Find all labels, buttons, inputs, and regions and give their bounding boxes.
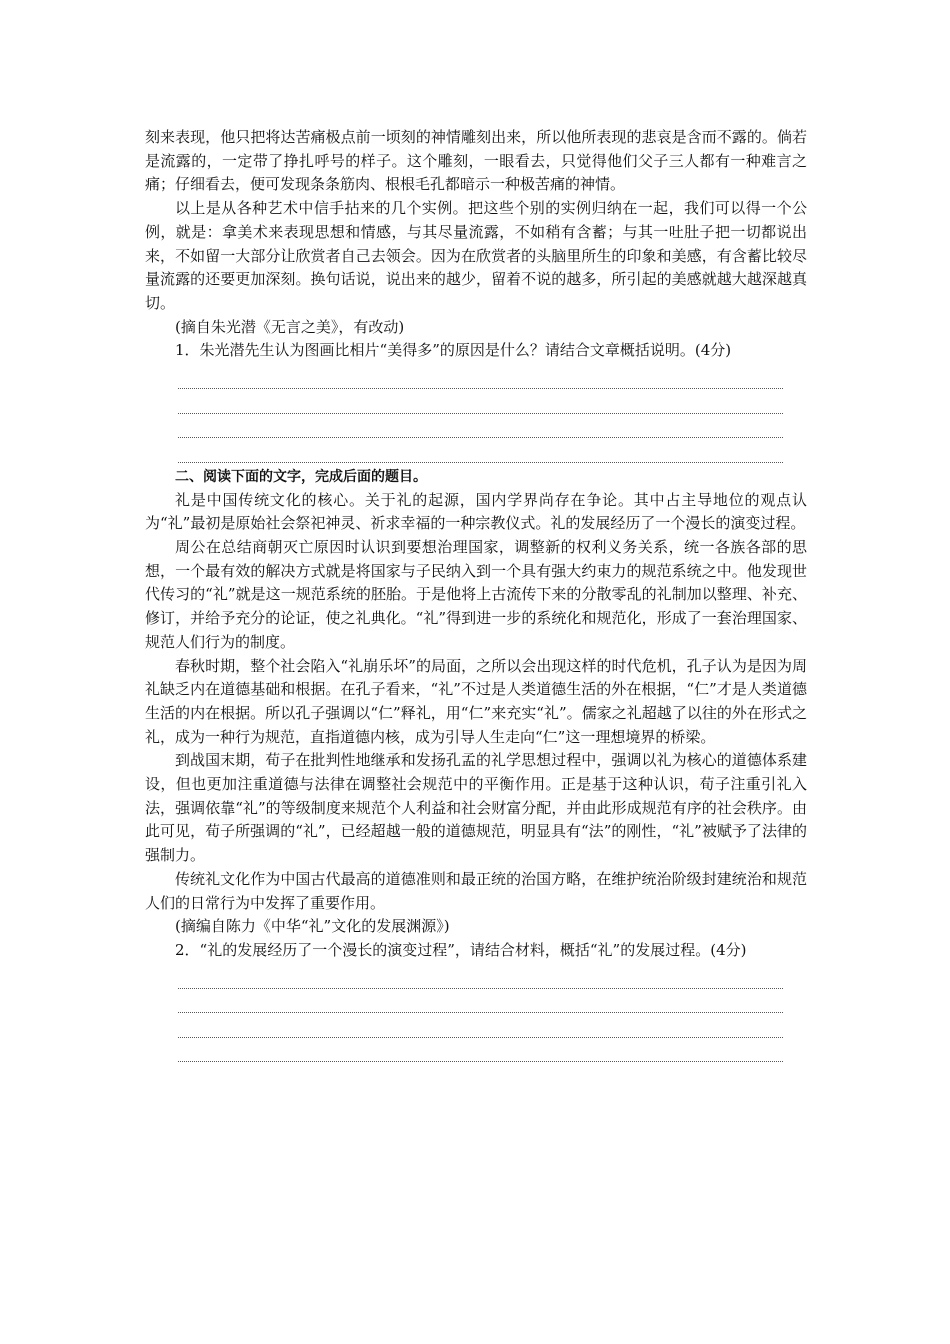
section-heading: 二、阅读下面的文字，完成后面的题目。 [175, 468, 427, 485]
answer-line[interactable] [178, 389, 783, 413]
answer-line[interactable] [178, 438, 783, 462]
answer-line[interactable] [178, 365, 783, 389]
question-1: 1．朱光潜先生认为图画比相片“美得多”的原因是什么？请结合文章概括说明。(4分) [175, 341, 732, 360]
passage-paragraph: 到战国末期，荀子在批判性地继承和发扬孔孟的礼学思想过程中，强调以礼为核心的道德体系建设，但也更加注重道德与法律在调整社会规范中的平衡作用。正是基于这种认识，荀子注重引礼入法，强调依靠“礼”的等级制度来规范个人利益和社会财富分配，并由此形成规范有序的社会秩序。由此可见，荀子所强调的“礼”，已经超越一般的道德规范，明显具有“法”的刚性，“礼”被赋予了法律的强制力。 [145, 751, 807, 865]
answer-line[interactable] [178, 414, 783, 438]
answer-line[interactable] [178, 1038, 783, 1062]
passage-paragraph: 以上是从各种艺术中信手拈来的几个实例。把这些个别的实例归纳在一起，我们可以得一个公例，就是：拿美术来表现思想和情感，与其尽量流露，不如稍有含蓄；与其一吐肚子把一切都说出来，不如留一大部分让欣赏者自己去领会。因为在欣赏者的头脑里所生的印象和美感，有含蓄比较尽量流露的还要更加深刻。换句话说，说出来的越少，留着不说的越多，所引起的美感就越大越深越真切。 [145, 199, 807, 312]
passage-paragraph: 刻来表现，他只把将达苦痛极点前一顷刻的神情雕刻出来，所以他所表现的悲哀是含而不露的。倘若是流露的，一定带了挣扎呼号的样子。这个雕刻，一眼看去，只觉得他们父子三人都有一种难言之痛；仔细看去，便可发现条条筋肉、根根毛孔都暗示一种极苦痛的神情。 [145, 128, 807, 194]
answer-area-1[interactable] [178, 365, 783, 463]
answer-area-2[interactable] [178, 965, 783, 1063]
passage-source: (摘自朱光潜《无言之美》，有改动) [175, 317, 405, 336]
passage-paragraph: 周公在总结商朝灭亡原因时认识到要想治理国家，调整新的权利义务关系，统一各族各部的思想，一个最有效的解决方式就是将国家与子民纳入到一个具有强大约束力的规范系统之中。他发现世代传习的“礼”就是这一规范系统的胚胎。于是他将上古流传下来的分散零乱的礼制加以整理、补充、修订，并给予充分的论证，使之礼典化。“礼”得到进一步的系统化和规范化，形成了一套治理国家、规范人们行为的制度。 [145, 538, 807, 651]
answer-line[interactable] [178, 965, 783, 989]
question-2: 2．“礼的发展经历了一个漫长的演变过程”，请结合材料，概括“礼”的发展过程。(4分) [175, 940, 747, 959]
passage-paragraph: 传统礼文化作为中国古代最高的道德准则和最正统的治国方略，在维护统治阶级封建统治和规范人们的日常行为中发挥了重要作用。 [145, 869, 807, 912]
passage-source: (摘编自陈力《中华“礼”文化的发展渊源》) [175, 917, 450, 936]
answer-line[interactable] [178, 989, 783, 1013]
answer-line[interactable] [178, 1013, 783, 1037]
passage-paragraph: 春秋时期，整个社会陷入“礼崩乐坏”的局面，之所以会出现这样的时代危机，孔子认为是因为周礼缺乏内在道德基础和根据。在孔子看来，“礼”不过是人类道德生活的外在根据，“仁”才是人类道德生活的内在根据。所以孔子强调以“仁”释礼，用“仁”来充实“礼”。儒家之礼超越了以往的外在形式之礼，成为一种行为规范，直指道德内核，成为引导人生走向“仁”这一理想境界的桥梁。 [145, 656, 807, 746]
exam-page [145, 126, 807, 1062]
passage-paragraph: 礼是中国传统文化的核心。关于礼的起源，国内学界尚存在争论。其中占主导地位的观点认为“礼”最初是原始社会祭祀神灵、祈求幸福的一种宗教仪式。礼的发展经历了一个漫长的演变过程。 [145, 490, 807, 533]
